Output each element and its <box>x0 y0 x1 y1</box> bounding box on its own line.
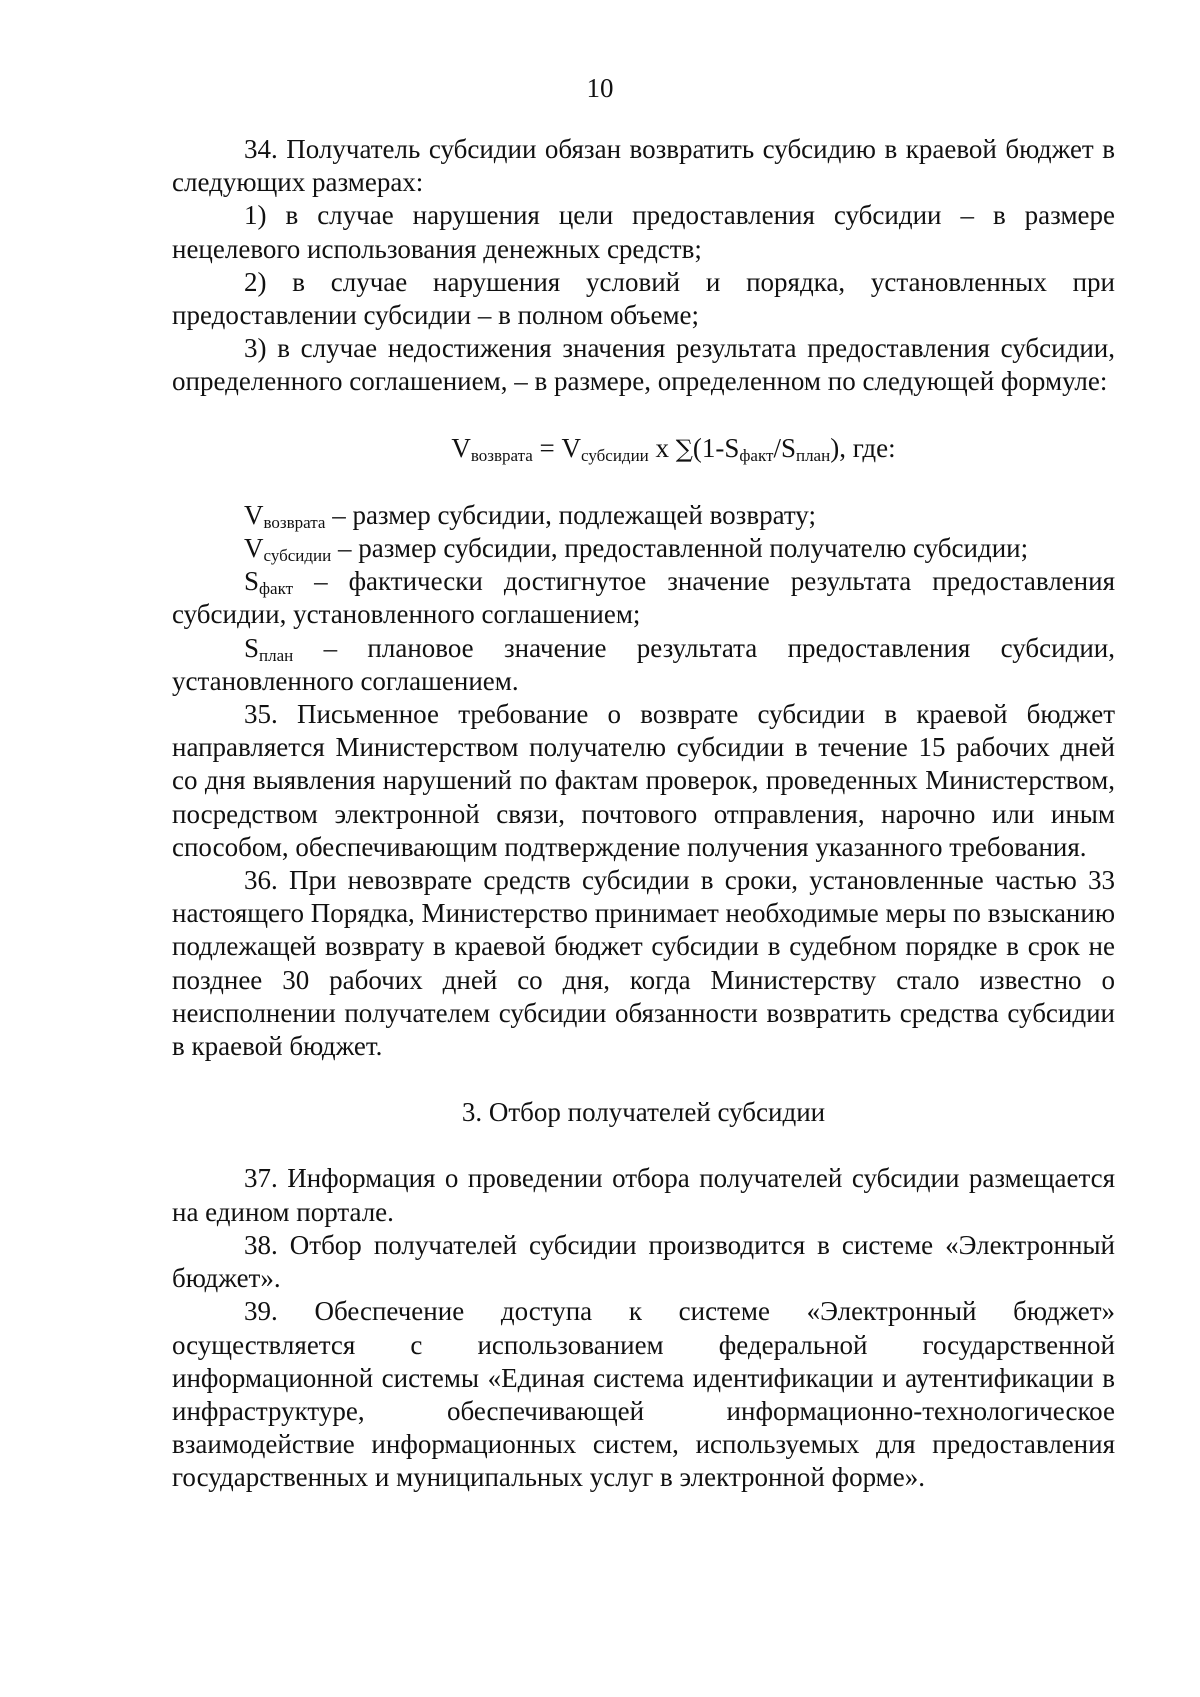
document-body <box>172 133 1115 1495</box>
definition-symbol: S <box>244 632 260 663</box>
formula-s-fact-sub: факт <box>739 445 774 465</box>
definition-subscript: факт <box>259 579 294 599</box>
definition-text: – фактически достигнутое значение результата предоставления субсидии, установленного соглашением; <box>172 566 1115 630</box>
formula-v-subsidy: V <box>561 432 582 463</box>
definition-subscript: возврата <box>263 512 326 532</box>
definition-symbol: S <box>244 566 260 597</box>
page-number: 10 <box>586 73 614 103</box>
formula-v-return-sub: возврата <box>470 445 533 465</box>
formula-v-subsidy-sub: субсидии <box>581 445 649 465</box>
formula-close: ), где: <box>830 432 896 463</box>
definition-v-return <box>172 499 1115 532</box>
definition-subscript: субсидии <box>263 546 332 566</box>
definition-s-fact <box>172 565 1115 631</box>
formula-times: x <box>648 432 676 463</box>
paragraph-38: 38. Отбор получателей субсидии производится в системе «Электронный бюджет». <box>172 1229 1115 1294</box>
paragraph-37: 37. Информация о проведении отбора получателей субсидии размещается на едином портале. <box>172 1163 1115 1227</box>
paragraph-35: 35. Письменное требование о возврате субсидии в краевой бюджет направляется Министерством получателю субсидии в течение 15 рабочих дней со дня выявления нарушений по фактам проверок, проведенных Министерством, посредством электронной связи, почтового отправления, нарочно или иным способом, обеспечивающим подтверждение получения указанного требования. <box>172 699 1115 862</box>
formula-s-plan-sub: план <box>795 445 831 465</box>
definition-text: – плановое значение результата предоставления субсидии, установленного соглашением. <box>172 632 1115 696</box>
formula-open: (1-S <box>692 432 740 463</box>
definition-v-subsidy <box>172 532 1115 565</box>
paragraph-36: 36. При невозврате средств субсидии в сроки, установленные частью 33 настоящего Порядка, Министерство принимает необходимые меры по взысканию подлежащей возврату в краевой бюджет субсидии в судебном порядке в срок не позднее 30 рабочих дней со дня, когда Министерству стало известно о неисполнении получателем субсидии обязанности возвратить средства субсидии в краевой бюджет. <box>172 865 1115 1062</box>
paragraph-34-item-2: 2) в случае нарушения условий и порядка, установленных при предоставлении субсидии – в полном объеме; <box>172 266 1115 331</box>
definition-subscript: план <box>259 645 294 665</box>
paragraph-34-item-1: 1) в случае нарушения цели предоставления субсидии – в размере нецелевого использования денежных средств; <box>172 200 1115 264</box>
definition-symbol: V <box>244 499 264 530</box>
formula-v-return: V <box>451 432 471 463</box>
definition-symbol: V <box>244 533 264 564</box>
section-heading: 3. Отбор получателей субсидии <box>461 1097 826 1128</box>
paragraph-34: 34. Получатель субсидии обязан возвратить субсидию в краевой бюджет в следующих размерах: <box>172 134 1115 198</box>
paragraph-34-item-3: 3) в случае недостижения значения результата предоставления субсидии, определенного соглашением, – в размере, определенном по следующей формуле: <box>172 333 1115 397</box>
return-formula <box>172 432 1115 466</box>
definition-s-plan <box>172 632 1115 698</box>
formula-equals: = <box>532 432 562 463</box>
formula-slash: /S <box>773 432 796 463</box>
paragraph-39: 39. Обеспечение доступа к системе «Электронный бюджет» осуществляется с использованием федеральной государственной информационной системы «Единая система идентификации и аутентификации в инфраструктуре, обеспечивающей информационно-технологическое взаимодействие информационных систем, используемых для предоставления государственных и муниципальных услуг в электронной форме». <box>172 1296 1115 1493</box>
formula-sum-symbol: ∑ <box>675 434 693 463</box>
definition-text: – размер субсидии, предоставленной получателю субсидии; <box>331 533 1029 564</box>
definition-text: – размер субсидии, подлежащей возврату; <box>325 499 816 530</box>
